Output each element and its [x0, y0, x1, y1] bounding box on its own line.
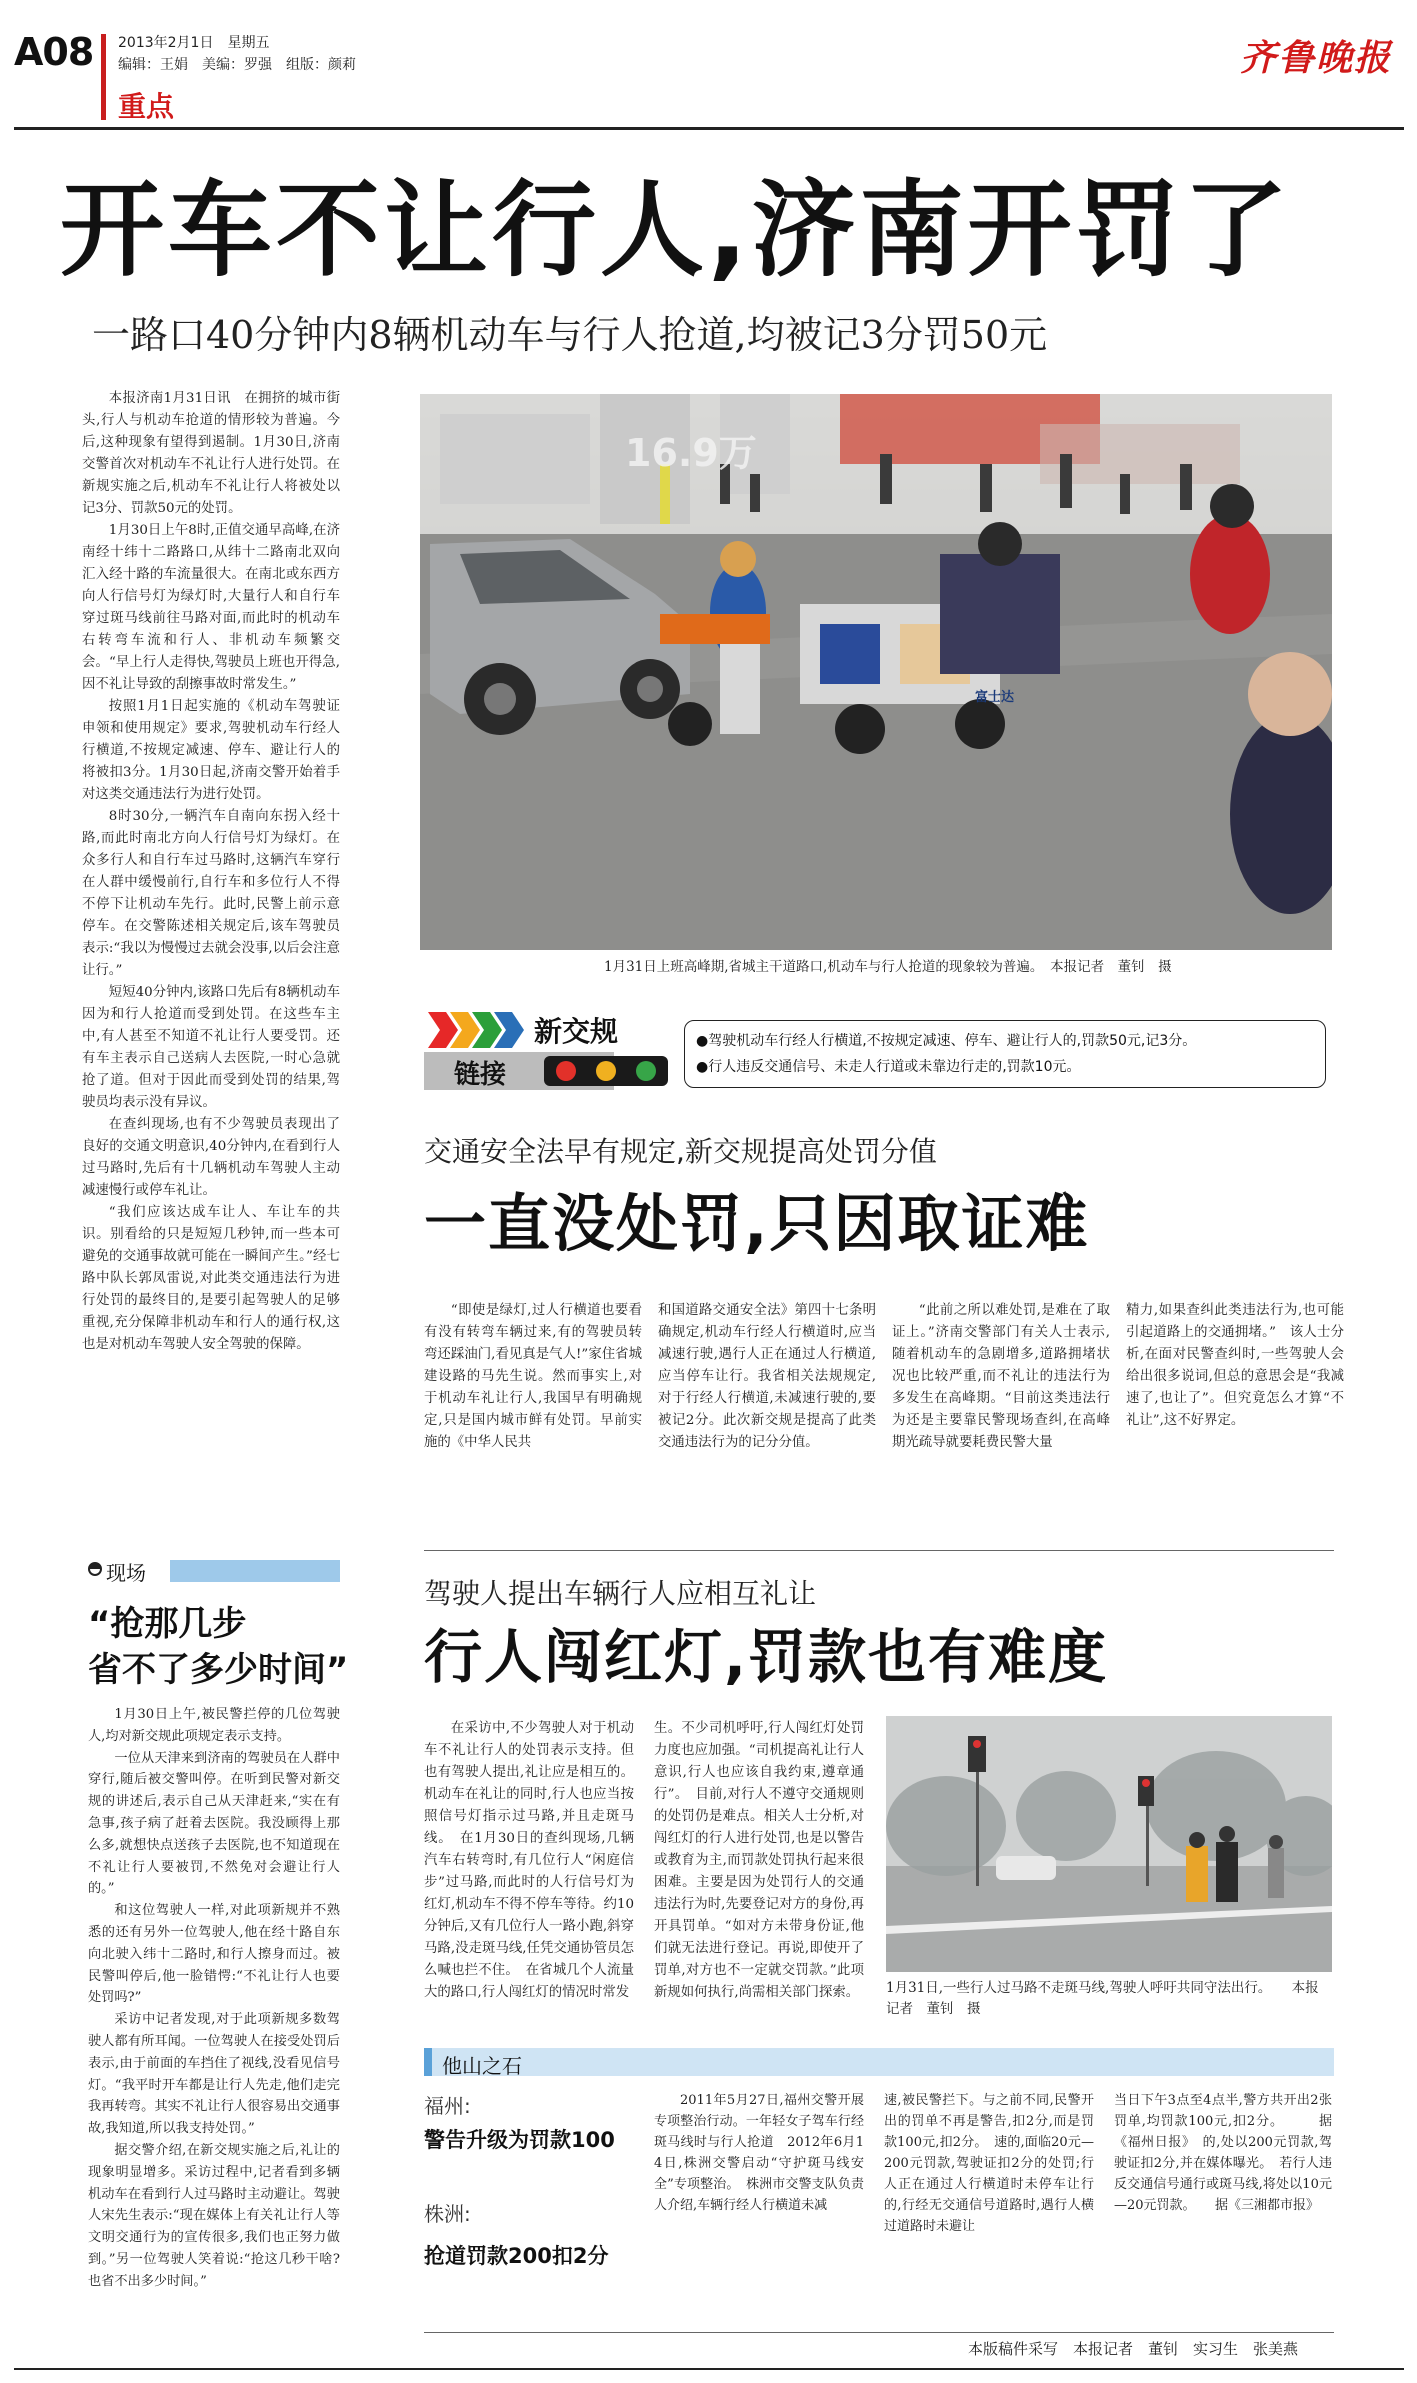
lead-paragraph: 本报济南1月31日讯 在拥挤的城市街头,行人与机动车抢道的情形较为普遍。今后,这种现象有望得到遏制。1月30日,济南交警首次对机动车不礼让行人进行处罚。在新规实施之后,机动车不礼让行人将被处以记3分、罚款50元的处罚。	[82, 391, 340, 516]
lead-photo	[420, 394, 1332, 950]
scene-tag: 现场	[106, 1561, 146, 1585]
story2-bottom-rule	[424, 1550, 1334, 1551]
story3-photo	[886, 1716, 1332, 1972]
lead-subhead: 一路口40分钟内8辆机动车与行人抢道,均被记3分罚50元	[92, 313, 1048, 357]
scene-paragraph: 采访中记者发现,对于此项新规多数驾驶人都有所耳闻。一位驾驶人在接受处罚后表示,由于前面的车挡住了视线,没看见信号灯。“我平时开车都是让行人先走,他们走完我再转弯。其实不礼让行人很容易出交通事故,我知道,所以我支持处罚。”	[88, 2012, 340, 2137]
scene-body	[88, 1704, 340, 2356]
date-line: 2013年2月1日 星期五	[118, 35, 270, 51]
story3-photo-caption: 1月31日,一些行人过马路不走斑马线,驾驶人呼吁共同守法出行。 本报记者 董钊 摄	[886, 1980, 1319, 2017]
story3-headline: 行人闯红灯,罚款也有难度	[424, 1623, 1109, 1691]
lead-paragraph: 1月30日上午8时,正值交通早高峰,在济南经十纬十二路路口,从纬十二路南北双向汇入经十路的车流量很大。在南北或东西方向人行信号灯为绿灯时,大量行人和自行车穿过斑马线前往马路对面,而此时的机动车右转弯车流和行人、非机动车频繁交会。“早上行人走得快,驾驶员上班也开得急,因不礼让导致的刮擦事故时常发生。”	[82, 523, 340, 692]
scene-paragraph: 1月30日上午,被民警拦停的几位驾驶人,均对新交规此项规定表示支持。	[88, 1707, 340, 1744]
lead-paragraph: 按照1月1日起实施的《机动车驾驶证申领和使用规定》要求,驾驶机动车行经人行横道,不按规定减速、停车、避让行人的将被扣3分。1月30日起,济南交警开始着手对这类交通违法行为进行处罚。	[82, 699, 340, 802]
masthead-rule	[14, 127, 1404, 130]
photo-tricycle-label: 富士达	[975, 690, 1015, 705]
scene-tag-bar	[170, 1560, 340, 1582]
lead-paragraph: 8时30分,一辆汽车自南向东拐入经十路,而此时南北方向人行信号灯为绿灯。在众多行人和自行车过马路时,这辆汽车穿行在人群中缓慢前行,自行车和多位行人不得不停下让机动车先行。此时,民警上前示意停车。在交警陈述相关规定后,该车驾驶员表示:“我以为慢慢过去就会没事,以后会注意让行。”	[82, 809, 340, 978]
page-bottom-rule	[14, 2368, 1404, 2370]
paper-name-logo: 齐鲁晚报	[1240, 37, 1393, 79]
scene-paragraph: 和这位驾驶人一样,对此项新规并不熟悉的还有另外一位驾驶人,他在经十路自东向北驶入纬十二路时,和行人擦身而过。被民警叫停后,他一脸错愕:“不礼让行人也要处罚吗?”	[88, 1903, 340, 2006]
footer-credits: 本版稿件采写 本报记者 董钊 实习生 张美燕	[968, 2340, 1299, 2358]
other-column: 速,被民警拦下。与之前不同,民警开出的罚单不再是警告,扣2分,而是罚款100元,扣2分。 速的,面临20元—200元罚款,驾驶证扣2分的处罚;行人正在通过人行横道时未停车让行的,行经无交通信号道路时,遇行人横过道路时未避让	[884, 2093, 1094, 2234]
other-column: 2011年5月27日,福州交警开展专项整治行动。一年轻女子驾车行经斑马线时与行人抢道 2012年6月14日,株洲交警启动“守护斑马线安全”专项整治。 株洲市交警支队负责人介绍,车辆行经人行横道未减	[654, 2093, 864, 2213]
section-label: 重点	[118, 90, 175, 123]
lead-paragraph: “我们应该达成车让人、车让车的共识。别看给的只是短短几秒钟,而一些本可避免的交通事故就可能在一瞬间产生。”经七路中队长郭凤雷说,对此类交通违法行为进行处罚的最终目的,是要引起驾驶人的足够重视,充分保障非机动车和行人的通行权,这也是对机动车驾驶人安全驾驶的保障。	[82, 1205, 340, 1352]
scene-paragraph: 一位从天津来到济南的驾驶员在人群中穿行,随后被交警叫停。在听到民警对新交规的讲述后,表示自己从天津赶来,“实在有急事,孩子病了赶着去医院。我没顾得上那么多,就想快点送孩子去医院,也不知道现在不礼让行人要被罚,不然免对会避让行人的。”	[88, 1750, 340, 1897]
story2-headline: 一直没处罚,只因取证难	[424, 1187, 1090, 1260]
story3-column: 在采访中,不少驾驶人对于机动车不礼让行人的处罚表示支持。但也有驾驶人提出,礼让应是相互的。机动车在礼让的同时,行人也应当按照信号灯指示过马路,并且走斑马线。 在1月30日的查纠现场,几辆汽车右转弯时,有几位行人“闲庭信步”过马路,而此时的人行信号灯为红灯,机动车不得不停车等待。约10分钟后,又有几位行人一路小跑,斜穿马路,没走斑马线,任凭交通协管员怎么喊也拦不住。 在省城几个人流量大的路口,行人闯红灯的情况时常发	[424, 1721, 634, 2000]
lead-paragraph: 短短40分钟内,该路口先后有8辆机动车因为和行人抢道而受到处罚。在这些车主中,有人甚至不知道不礼让行人要受罚。还有车主表示自己送病人去医院,一时心急就抢了道。但对于因此而受到处罚的结果,驾驶员均表示没有异议。	[82, 985, 340, 1110]
other-tag: 他山之石	[442, 2054, 522, 2078]
rule-link-box	[424, 1004, 1334, 1092]
story3-kicker: 驾驶人提出车辆行人应相互礼让	[424, 1577, 817, 1610]
other-tag-marker	[424, 2048, 432, 2076]
other-title-fuzhou: 警告升级为罚款100	[424, 2128, 615, 2152]
story2-column: “此前之所以难处罚,是难在了取证上。”济南交警部门有关人士表示,随着机动车的急剧增多,道路拥堵状况也比较严重,而不礼让的违法行为多发生在高峰期。“目前这类违法行为还是主要靠民警现场查纠,在高峰期光疏导就要耗费民警大量	[892, 1303, 1110, 1450]
rule-link-label-bottom: 链接	[454, 1060, 507, 1090]
chevron-strip	[428, 1012, 548, 1048]
story2-column: 和国道路交通安全法》第四十七条明确规定,机动车行经人行横道时,应当减速行驶,遇行人正在通过人行横道,应当停车让行。我省相关法规规定,对于行经人行横道,未减速行驶的,要被记2分。此次新交规是提高了此类交通违法行为的记分分值。	[658, 1303, 876, 1450]
traffic-lamps	[544, 1056, 668, 1086]
rule-item: ●驾驶机动车行经人行横道,不按规定减速、停车、避让行人的,罚款50元,记3分。	[696, 1033, 1197, 1049]
other-city-fuzhou: 福州:	[424, 2094, 471, 2118]
story2-column: 精力,如果查纠此类违法行为,也可能引起道路上的交通拥堵。” 该人士分析,在面对民警查纠时,一些驾驶人会给出很多说词,但总的意思会是“我减速了,也让了”。但究竟怎么才算“不礼让”,这不好界定。	[1126, 1303, 1344, 1428]
street-scene-illustration	[420, 394, 1332, 950]
story2-column: “即使是绿灯,过人行横道也要看有没有转弯车辆过来,有的驾驶员转弯还踩油门,看见真是气人!”家住省城建设路的马先生说。然而事实上,对于机动车礼让行人,我国早有明确规定,只是国内城市鲜有处罚。早前实施的《中华人民共	[424, 1303, 642, 1450]
lead-paragraph: 在查纠现场,也有不少驾驶员表现出了良好的交通文明意识,40分钟内,在看到行人过马路时,先后有十几辆机动车驾驶人主动减速慢行或停车礼让。	[82, 1117, 340, 1198]
photo-billboard-text: 16.9万	[625, 431, 757, 475]
section-marker-bar	[101, 34, 106, 120]
lead-headline: 开车不让行人,济南开罚了	[60, 169, 1292, 291]
scene-headline-line2: 省不了多少时间”	[88, 1650, 349, 1690]
other-title-zhuzhou: 抢道罚款200扣2分	[424, 2244, 609, 2268]
lead-photo-caption: 1月31日上班高峰期,省城主干道路口,机动车与行人抢道的现象较为普遍。 本报记者 董钊 摄	[604, 959, 1172, 975]
scene-paragraph: 据交警介绍,在新交规实施之后,礼让的现象明显增多。采访过程中,记者看到多辆机动车在看到行人过马路时主动避让。驾驶人宋先生表示:“现在媒体上有关礼让行人等文明交通行为的宣传很多,我们也正努力做到。”另一位驾驶人笑着说:“抢这几秒干啥?也省不出多少时间。”	[88, 2142, 340, 2289]
crosswalk-scene-illustration	[886, 1716, 1332, 1972]
footer-rule	[424, 2332, 1334, 2333]
other-column: 当日下午3点至4点半,警方共开出2张罚单,均罚款100元,扣2分。 据《福州日报》 的,处以200元罚款,驾驶证扣2分,并在媒体曝光。 若行人违反交通信号通行或斑马线,将处以10元—20元罚款。 据《三湘都市报》	[1114, 2093, 1332, 2213]
scene-headline-line1: “抢那几步	[88, 1604, 247, 1644]
other-tag-bar	[424, 2048, 1334, 2076]
traffic-light-icon	[544, 1056, 668, 1086]
page-number: A08	[14, 30, 94, 74]
story2-kicker: 交通安全法早有规定,新交规提高处罚分值	[424, 1135, 937, 1168]
rule-link-label-top: 新交规	[534, 1015, 619, 1048]
scene-tag-icon	[88, 1562, 102, 1576]
story3-column: 生。不少司机呼吁,行人闯红灯处罚力度也应加强。“司机提高礼让行人意识,行人也应该自我约束,遵章通行”。 目前,对行人不遵守交通规则的处罚仍是难点。相关人士分析,对闯红灯的行人进行处罚,也是以警告或教育为主,而罚款处罚执行起来很困难。主要是因为处罚行人的交通违法行为时,先要登记对方的身份,再开具罚单。“如对方未带身份证,他们就无法进行登记。再说,即使开了罚单,对方也不一定就交罚款。”此项新规如何执行,尚需相关部门探索。	[654, 1721, 864, 2000]
chevron-arrows-icon	[428, 1012, 548, 1048]
other-city-zhuzhou: 株洲:	[424, 2202, 471, 2226]
rule-item: ●行人违反交通信号、未走人行道或未靠边行走的,罚款10元。	[696, 1059, 1081, 1075]
editor-line: 编辑：王娟 美编：罗强 组版：颜莉	[118, 57, 356, 73]
